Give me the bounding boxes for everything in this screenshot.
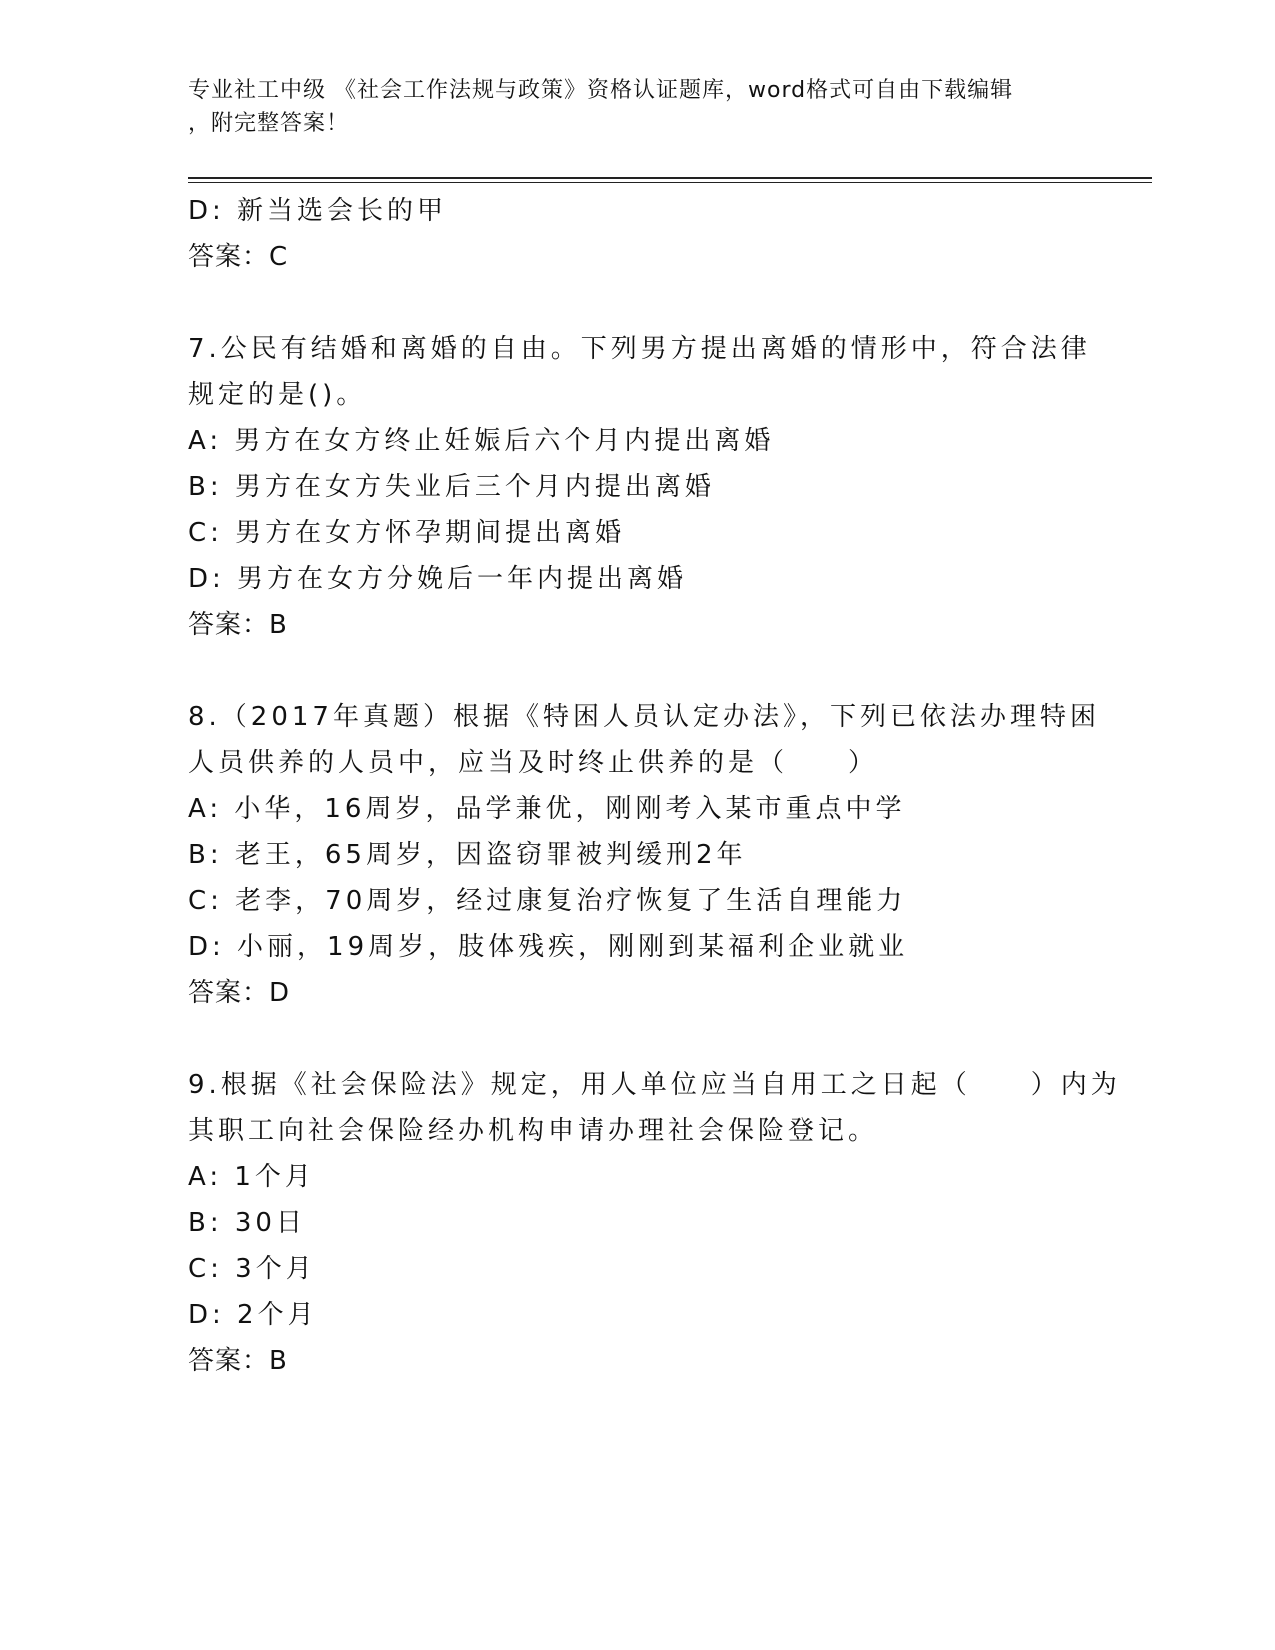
answer-line: 答案：B bbox=[188, 1346, 288, 1376]
answer-line: 答案：D bbox=[188, 978, 291, 1008]
option-b: B: 男方在女方失业后三个月内提出离婚 bbox=[188, 472, 715, 502]
option-d: D: 小丽，19周岁，肢体残疾，刚刚到某福利企业就业 bbox=[188, 932, 909, 962]
option-a: A: 小华，16周岁，品学兼优，刚刚考入某市重点中学 bbox=[188, 794, 906, 824]
option-a: A: 男方在女方终止妊娠后六个月内提出离婚 bbox=[188, 426, 775, 456]
option-d: D: 男方在女方分娩后一年内提出离婚 bbox=[188, 564, 688, 594]
option-d: D: 新当选会长的甲 bbox=[188, 196, 448, 226]
answer-line: 答案：C bbox=[188, 242, 289, 272]
option-d: D: 2个月 bbox=[188, 1300, 318, 1330]
option-b: B: 30日 bbox=[188, 1208, 306, 1238]
question-9 bbox=[188, 1062, 1121, 1384]
spacer bbox=[188, 280, 1088, 326]
question-text-line-1: 7.公民有结婚和离婚的自由。下列男方提出离婚的情形中，符合法律 bbox=[188, 334, 1091, 364]
question-text-line-2: 规定的是()。 bbox=[188, 380, 367, 410]
option-b: B: 老王，65周岁，因盗窃罪被判缓刑2年 bbox=[188, 840, 747, 870]
answer-line: 答案：B bbox=[188, 610, 288, 640]
question-text-line-1: 9.根据《社会保险法》规定，用人单位应当自用工之日起（ ）内为 bbox=[188, 1070, 1121, 1100]
header-rule-thin bbox=[188, 182, 1152, 183]
header-title-line-1: 专业社工中级 《社会工作法规与政策》资格认证题库，word格式可自由下载编辑 bbox=[188, 78, 1014, 103]
document-header bbox=[188, 74, 1088, 140]
question-7 bbox=[188, 326, 1091, 648]
option-c: C: 老李，70周岁，经过康复治疗恢复了生活自理能力 bbox=[188, 886, 907, 916]
question-8 bbox=[188, 694, 1100, 1016]
question-text-line-2: 人员供养的人员中，应当及时终止供养的是（ ） bbox=[188, 748, 879, 778]
header-title-line-2: ，附完整答案！ bbox=[188, 111, 350, 136]
question-text-line-2: 其职工向社会保险经办机构申请办理社会保险登记。 bbox=[188, 1116, 879, 1146]
question-list bbox=[188, 188, 1121, 1384]
previous-question-tail bbox=[188, 188, 1088, 280]
option-c: C: 3个月 bbox=[188, 1254, 316, 1284]
option-c: C: 男方在女方怀孕期间提出离婚 bbox=[188, 518, 626, 548]
header-rule-thick bbox=[188, 177, 1152, 179]
spacer bbox=[188, 1016, 1088, 1062]
question-text-line-1: 8.（2017年真题）根据《特困人员认定办法》，下列已依法办理特困 bbox=[188, 702, 1100, 732]
option-a: A: 1个月 bbox=[188, 1162, 315, 1192]
spacer bbox=[188, 648, 1088, 694]
